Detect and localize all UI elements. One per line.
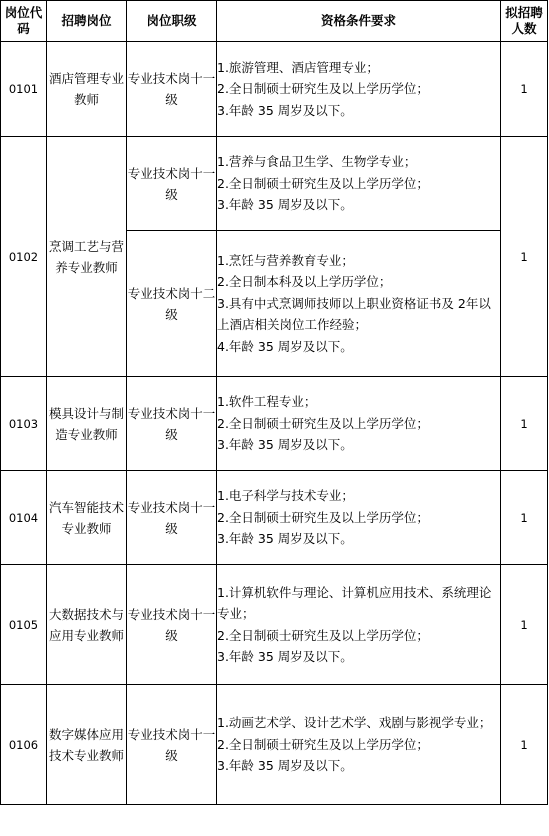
requirement-line: 2.全日制硕士研究生及以上学历学位； [217,509,429,525]
row-requirements [217,231,501,377]
table-row [1,471,548,565]
row-requirements [217,471,501,565]
requirement-line: 1.软件工程专业； [217,394,317,410]
row-level: 专业技术岗十二级 [127,231,217,377]
table-row [1,137,548,231]
requirement-line: 2.全日制硕士研究生及以上学历学位； [217,627,429,643]
row-requirements [217,42,501,137]
requirement-line: 3.年龄 35 周岁及以下。 [217,649,353,664]
header-row [1,1,548,42]
requirement-line: 1.动画艺术学、设计艺术学、戏剧与影视学专业； [217,715,492,731]
row-code: 0103 [1,377,47,471]
table-row [1,377,548,471]
row-code: 0101 [1,42,47,137]
row-level: 专业技术岗十一级 [127,377,217,471]
requirement-line: 2.全日制本科及以上学历学位； [217,274,392,290]
row-post: 模具设计与制造专业教师 [47,377,127,471]
row-level: 专业技术岗十一级 [127,565,217,685]
requirement-line: 2.全日制硕士研究生及以上学历学位； [217,415,429,431]
requirement-line: 1.旅游管理、酒店管理专业； [217,59,379,75]
requirement-line: 4.年龄 35 周岁及以下。 [217,338,353,354]
row-requirements [217,685,501,805]
requirement-line: 3.具有中式烹调师技师以上职业资格证书及 2年以上酒店相关岗位工作经验； [217,295,491,333]
requirement-line: 1.烹饪与营养教育专业； [217,252,354,268]
requirement-line: 3.年龄 35 周岁及以下。 [217,102,353,118]
row-level: 专业技术岗十一级 [127,137,217,231]
row-code: 0102 [1,137,47,377]
row-count: 1 [501,565,548,685]
requirement-line: 2.全日制硕士研究生及以上学历学位； [217,175,429,191]
row-count: 1 [501,42,548,137]
row-count: 1 [501,685,548,805]
requirement-line: 2.全日制硕士研究生及以上学历学位； [217,81,429,97]
requirement-line: 1.营养与食品卫生学、生物学专业； [217,154,417,170]
requirement-line: 3.年龄 35 周岁及以下。 [217,758,353,774]
row-requirements [217,137,501,231]
requirement-line: 3.年龄 35 周岁及以下。 [217,531,353,547]
requirement-line: 1.计算机软件与理论、计算机应用技术、系统理论专业； [217,584,492,621]
header-requirements: 资格条件要求 [217,1,501,42]
header-level: 岗位职级 [127,1,217,42]
row-code: 0104 [1,471,47,565]
row-level: 专业技术岗十一级 [127,685,217,805]
row-count: 1 [501,471,548,565]
row-requirements [217,377,501,471]
table-row [1,685,548,805]
row-code: 0105 [1,565,47,685]
row-post: 大数据技术与应用专业教师 [47,565,127,685]
row-post: 酒店管理专业教师 [47,42,127,137]
table-row [1,42,548,137]
requirement-line: 3.年龄 35 周岁及以下。 [217,197,353,213]
row-level: 专业技术岗十一级 [127,471,217,565]
header-post: 招聘岗位 [47,1,127,42]
row-requirements [217,565,501,685]
row-count: 1 [501,137,548,377]
requirement-line: 2.全日制硕士研究生及以上学历学位； [217,736,429,752]
requirement-line: 1.电子科学与技术专业； [217,488,354,504]
table-row [1,565,548,685]
row-post: 汽车智能技术专业教师 [47,471,127,565]
row-code: 0106 [1,685,47,805]
header-code: 岗位代码 [1,1,47,42]
row-post: 数字媒体应用技术专业教师 [47,685,127,805]
requirement-line: 3.年龄 35 周岁及以下。 [217,437,353,453]
row-level: 专业技术岗十一级 [127,42,217,137]
header-count: 拟招聘人数 [501,1,548,42]
row-post: 烹调工艺与营养专业教师 [47,137,127,377]
row-count: 1 [501,377,548,471]
